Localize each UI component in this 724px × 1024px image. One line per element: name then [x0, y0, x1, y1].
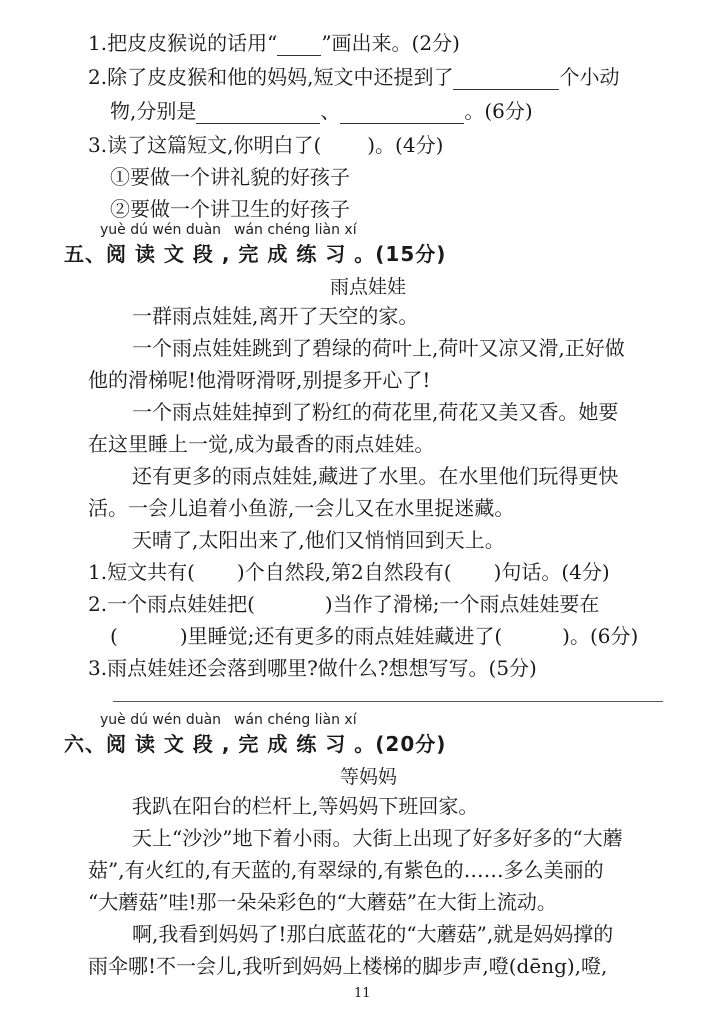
prev-q1-blank[interactable]: [277, 33, 321, 56]
section5-q3: 3.雨点娃娃还会落到哪里?做什么?想想写写。(5分): [88, 656, 537, 680]
section5-para: 还有更多的雨点娃娃,藏进了水里。在水里他们玩得更快: [132, 464, 619, 488]
section5-para: 他的滑梯呢!他滑呀滑呀,别提多开心了!: [88, 368, 431, 392]
section5-q2-text-line2: )里睡觉;还有更多的雨点娃娃藏进了(: [179, 624, 503, 648]
section5-para: 一群雨点娃娃,离开了天空的家。: [132, 304, 419, 328]
section5-q1-text-end: )句话。(4分): [493, 560, 610, 584]
section6-pinyin-2: wán chéng liàn xí: [234, 712, 357, 728]
prev-q2-text: 2.除了皮皮猴和他的妈妈,短文中还提到了: [88, 65, 454, 89]
prev-q2-blank-count[interactable]: [453, 67, 559, 90]
prev-q2-line2-text: 物,分别是: [110, 99, 197, 123]
section5-q2-blank-sleep[interactable]: [118, 627, 180, 649]
section5-q1-text: 1.短文共有(: [88, 560, 195, 584]
prev-q1: [88, 30, 460, 56]
prev-q3: [88, 132, 443, 158]
section6-para: 雨伞哪!不一会儿,我听到妈妈上楼梯的脚步声,噔(dēng),噔,: [88, 954, 608, 978]
section5-para: 天晴了,太阳出来了,他们又悄悄回到天上。: [132, 528, 505, 552]
section6-title: 等妈妈: [340, 766, 398, 788]
prev-q1-text-end: ”画出来。(2分): [321, 31, 460, 55]
section5-q1-blank-sentences[interactable]: [452, 563, 494, 585]
section5-para: 在这里睡上一觉,成为最香的雨点娃娃。: [88, 432, 435, 456]
section6-pinyin-1: yuè dú wén duàn: [100, 712, 222, 728]
section5-pinyin-1: yuè dú wén duàn: [100, 222, 222, 238]
prev-q1-text: 1.把皮皮猴说的话用“: [88, 31, 278, 55]
section5-q1-blank-paragraphs[interactable]: [195, 563, 237, 585]
section5-q1-text-mid: )个自然段,第2自然段有(: [236, 560, 452, 584]
section5-para: 一个雨点娃娃掉到了粉红的荷花里,荷花又美又香。她要: [132, 400, 619, 424]
section5-q2-blank-slide[interactable]: [255, 595, 325, 617]
section5-title: 雨点娃娃: [330, 276, 407, 298]
section5-q2-paren: (: [110, 624, 118, 648]
section5-q2-text-mid: )当作了滑梯;一个雨点娃娃要在: [324, 592, 600, 616]
section5-q2-blank-hide[interactable]: [502, 627, 562, 649]
section6-para: “大蘑菇”哇!那一朵朵彩色的“大蘑菇”在大街上流动。: [88, 890, 557, 914]
section5-para: 一个雨点娃娃跳到了碧绿的荷叶上,荷叶又凉又滑,正好做: [132, 336, 625, 360]
prev-q2-text-end: 个小动: [559, 65, 620, 89]
section6-para: 啊,我看到妈妈了!那白底蓝花的“大蘑菇”,就是妈妈撑的: [132, 922, 614, 946]
page-number: 11: [354, 986, 371, 1001]
prev-q2-line2-end: 。(6分): [464, 99, 533, 123]
prev-q2-line2: [110, 98, 533, 124]
section6-para: 菇”,有火红的,有天蓝的,有翠绿的,有紫色的……多么美丽的: [88, 858, 604, 882]
section5-q2-text: 2.一个雨点娃娃把(: [88, 592, 255, 616]
prev-q2-blank-animal2[interactable]: [340, 101, 464, 124]
section5-heading: 五、阅 读 文 段 , 完 成 练 习 。(15分): [64, 242, 447, 266]
section5-para: 活。一会儿追着小鱼游,一会儿又在水里捉迷藏。: [88, 496, 515, 520]
section5-q1: [88, 559, 610, 585]
prev-q2-blank-animal1[interactable]: [196, 101, 320, 124]
prev-q3-text: 3.读了这篇短文,你明白了(: [88, 133, 322, 157]
section6-heading: 六、阅 读 文 段 , 完 成 练 习 。(20分): [64, 732, 447, 756]
prev-q3-blank[interactable]: [321, 136, 367, 158]
section5-pinyin-2: wán chéng liàn xí: [234, 222, 357, 238]
section6-para: 天上“沙沙”地下着小雨。大街上出现了好多好多的“大蘑: [132, 826, 623, 850]
prev-q2-line1: [88, 64, 619, 90]
prev-q3-option-1: ①要做一个讲礼貌的好孩子: [110, 165, 350, 189]
prev-q3-text-end: )。(4分): [367, 133, 444, 157]
prev-q3-option-2: ②要做一个讲卫生的好孩子: [110, 197, 350, 221]
section5-q2-line1: [88, 591, 599, 617]
section5-q3-answer-line[interactable]: [113, 701, 663, 702]
section5-q2-line2: [110, 623, 638, 649]
prev-q2-sep: 、: [320, 99, 341, 123]
section5-q2-text-end: )。(6分): [562, 624, 639, 648]
section6-para: 我趴在阳台的栏杆上,等妈妈下班回家。: [132, 794, 479, 818]
